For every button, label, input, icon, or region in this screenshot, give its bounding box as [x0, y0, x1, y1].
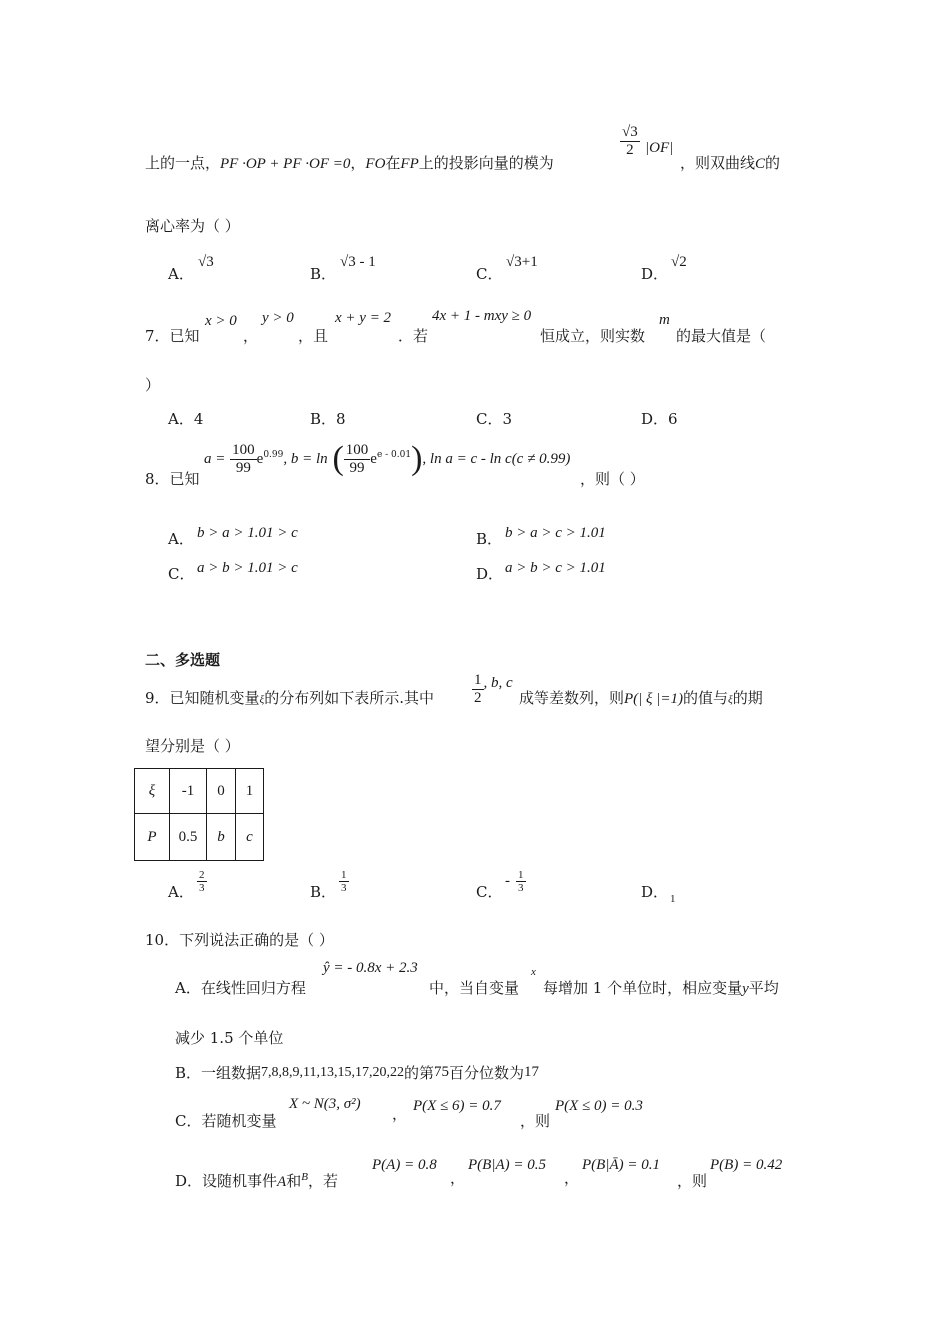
- text: ，则双曲线: [680, 154, 756, 172]
- table-cell: c: [236, 814, 264, 861]
- text: ，若: [307, 1172, 338, 1190]
- section-title: 二、多选题: [145, 651, 221, 669]
- q9-option-d-label: D．: [641, 883, 669, 901]
- text: 平均: [748, 979, 779, 997]
- text: ，: [564, 1169, 580, 1187]
- q9-option-c-label: C．: [476, 883, 503, 901]
- var-c: C: [755, 156, 766, 172]
- q9-option-b-value: [339, 869, 349, 894]
- q7-option-a: [168, 408, 203, 429]
- q8-option-c-value: a > b > 1.01 > c: [197, 560, 298, 576]
- frac-numerator: 1: [518, 869, 524, 881]
- text: 上的投影向量的模为: [418, 154, 554, 172]
- option-value: 4: [193, 410, 204, 428]
- exponent: 0.99: [263, 450, 284, 460]
- q8-option-b-value: b > a > c > 1.01: [505, 525, 606, 541]
- prob-1: P(X ≤ 6) = 0.7: [413, 1098, 501, 1114]
- q8-formula: a = $\frac{100}{99}$ $e^{0.99}$, b = ln ( $\frac{100}{99}$ $e^{e - 0.01}$), ln a = c - ln c(c ≠ 0.99): [204, 440, 571, 477]
- q6-option-a: [168, 263, 194, 284]
- prob-b-given-a: P(B|A) = 0.5: [468, 1157, 546, 1173]
- text: 9．已知随机变量: [145, 689, 260, 707]
- text: 的值与: [682, 689, 728, 707]
- q8-option-a-value: b > a > 1.01 > c: [197, 525, 298, 541]
- q7-cond-sum: x + y = 2: [335, 310, 392, 326]
- text: ，: [450, 1169, 466, 1187]
- q6-option-b: [310, 263, 336, 284]
- prob-2: P(X ≤ 0) = 0.3: [555, 1098, 643, 1114]
- exp-base: e: [370, 451, 377, 467]
- q9-line1-b: [519, 687, 763, 708]
- var-xi: ξ: [727, 694, 733, 706]
- var-fo: FO: [365, 156, 386, 172]
- table-cell: 1: [236, 769, 264, 814]
- text: 恒成立，则实数: [540, 327, 646, 345]
- text: 在: [385, 154, 401, 172]
- text: 百分位数为: [449, 1064, 525, 1082]
- text: ．若: [398, 327, 429, 345]
- q9-option-b-label: B．: [310, 883, 337, 901]
- option-label: D．: [641, 410, 669, 428]
- text: ，: [350, 154, 366, 172]
- vector-equation: PF ·OP + PF ·OF =0: [220, 156, 351, 172]
- q8-tail: ，则（ ）: [580, 470, 645, 488]
- q10-b: [175, 1062, 539, 1083]
- frac-denominator: 99: [349, 459, 365, 476]
- frac-denominator: 3: [199, 882, 205, 895]
- frac-numerator: 100: [345, 442, 369, 458]
- q8-option-d-label: D．: [476, 565, 504, 583]
- option-label: A．: [168, 265, 194, 283]
- q10-d: [175, 1170, 338, 1191]
- q9-line2: 望分别是（ ）: [145, 737, 240, 755]
- ln-equation: , ln a = c - ln c(c ≠ 0.99): [422, 451, 571, 467]
- q7-option-b: [310, 408, 346, 429]
- q7-line2: ）: [145, 376, 161, 394]
- option-label: B．: [310, 265, 337, 283]
- q8-number: 8．已知: [145, 470, 200, 488]
- var-m: m: [659, 312, 670, 328]
- text: 的期: [732, 689, 763, 707]
- frac-numerator: 100: [232, 442, 255, 458]
- table-cell: b: [207, 814, 236, 861]
- q6-fraction: [620, 124, 640, 158]
- option-label: C．: [476, 265, 503, 283]
- option-label: C．: [476, 410, 503, 428]
- q8-option-a-label: A．: [168, 530, 194, 548]
- q9-fraction: [472, 672, 513, 706]
- text: 的: [765, 154, 781, 172]
- q7-inequality: 4x + 1 - mxy ≥ 0: [432, 308, 532, 324]
- q10-number: 10．下列说法正确的是（ ）: [145, 931, 334, 949]
- q9-option-d-value: 1: [670, 893, 676, 905]
- text: 成等差数列，则: [519, 689, 625, 707]
- text: 每增加 1 个单位时，相应变量: [543, 979, 743, 997]
- text: D．设随机事件: [175, 1172, 278, 1190]
- option-value: 3: [502, 410, 513, 428]
- table-cell: ξ: [135, 769, 170, 814]
- var-a: A: [277, 1174, 287, 1190]
- option-value: √3+1: [506, 254, 538, 270]
- var-fp: FP: [400, 156, 419, 172]
- var-b: B: [301, 1171, 308, 1183]
- prob-expr: P(| ξ |=1): [624, 691, 683, 707]
- normal-dist: X ~ N(3, σ²): [289, 1096, 361, 1112]
- data-list: 7,8,8,9,11,13,15,17,20,22: [261, 1065, 405, 1080]
- option-label: B．: [310, 410, 337, 428]
- text: 中，当自变量: [429, 979, 520, 997]
- option-label: A．: [168, 410, 194, 428]
- text: ，则: [677, 1172, 708, 1190]
- q10-a-label: A．在线性回归方程: [175, 979, 306, 997]
- frac-numerator: 1: [341, 869, 347, 881]
- text: B．一组数据: [175, 1064, 262, 1082]
- frac-denominator: 3: [341, 882, 347, 895]
- prob-a: P(A) = 0.8: [372, 1157, 437, 1173]
- var-x: x: [531, 966, 536, 978]
- text: 的分布列如下表所示.其中: [264, 689, 435, 707]
- table-row: [135, 769, 264, 814]
- q7-number: 7．已知: [145, 327, 200, 345]
- text: 的最大值是（: [676, 327, 767, 345]
- text: ，: [243, 327, 259, 345]
- q6-line2: 离心率为（ ）: [145, 217, 240, 235]
- norm-of: |OF|: [645, 140, 674, 156]
- table-cell: 0.5: [170, 814, 207, 861]
- table-cell: -1: [170, 769, 207, 814]
- option-value: 6: [668, 410, 678, 428]
- option-value: 8: [336, 410, 346, 428]
- var-y: y: [742, 981, 749, 997]
- text: 上的一点，: [145, 154, 221, 172]
- q6-option-d: [641, 263, 668, 284]
- q7-cond-y: y > 0: [262, 310, 294, 326]
- text: 和: [286, 1172, 302, 1190]
- answer-value: 17: [524, 1064, 540, 1080]
- table-row: [135, 814, 264, 861]
- var-b: , b = ln: [283, 451, 328, 467]
- var-bc: , b, c: [483, 675, 513, 691]
- q9-option-c-value: [505, 869, 526, 894]
- q6-line1: [145, 152, 554, 173]
- exponent: e - 0.01: [376, 450, 412, 460]
- percentile: 75: [434, 1064, 450, 1080]
- q7-option-c: [476, 408, 512, 429]
- q8-option-c-label: C．: [168, 565, 195, 583]
- prob-b-given-not-a: P(B|Ā) = 0.1: [582, 1157, 660, 1173]
- frac-numerator: 1: [474, 672, 482, 688]
- frac-denominator: 2: [474, 689, 482, 706]
- option-value: √3 - 1: [340, 254, 376, 270]
- q6-tail: [680, 152, 780, 173]
- q8-option-d-value: a > b > c > 1.01: [505, 560, 606, 576]
- exp-base: e: [256, 451, 264, 467]
- q9-option-a-label: A．: [168, 883, 194, 901]
- frac-numerator: 2: [199, 869, 205, 881]
- option-label: D．: [641, 265, 669, 283]
- minus-sign: -: [505, 873, 510, 890]
- regression-equation: ŷ = - 0.8x + 2.3: [323, 960, 418, 976]
- q10-a-line2: 减少 1.5 个单位: [175, 1029, 284, 1047]
- q8-option-b-label: B．: [476, 530, 503, 548]
- option-value: √3: [198, 254, 214, 270]
- q6-option-c: [476, 263, 502, 284]
- frac-denominator: 3: [518, 882, 524, 895]
- frac-numerator: √3: [622, 124, 638, 140]
- q10-c-label: C．若随机变量: [175, 1112, 277, 1130]
- var-a: a =: [204, 451, 226, 467]
- text: ，且: [298, 327, 329, 345]
- var-xi: ξ: [259, 694, 265, 706]
- text: 的第: [404, 1064, 435, 1082]
- q9-option-a-value: [197, 869, 207, 894]
- text: ，: [392, 1105, 408, 1123]
- table-cell: 0: [207, 769, 236, 814]
- option-value: √2: [671, 254, 687, 270]
- frac-denominator: 99: [235, 459, 251, 476]
- q10-a-text: [543, 977, 779, 998]
- table-cell: P: [135, 814, 170, 861]
- prob-b: P(B) = 0.42: [710, 1157, 783, 1173]
- text: ，则: [520, 1112, 551, 1130]
- q9-line1: [145, 687, 434, 708]
- frac-denominator: 2: [626, 141, 634, 158]
- q7-option-d: [641, 408, 678, 429]
- q7-cond-x: x > 0: [205, 313, 237, 329]
- distribution-table: [134, 768, 264, 861]
